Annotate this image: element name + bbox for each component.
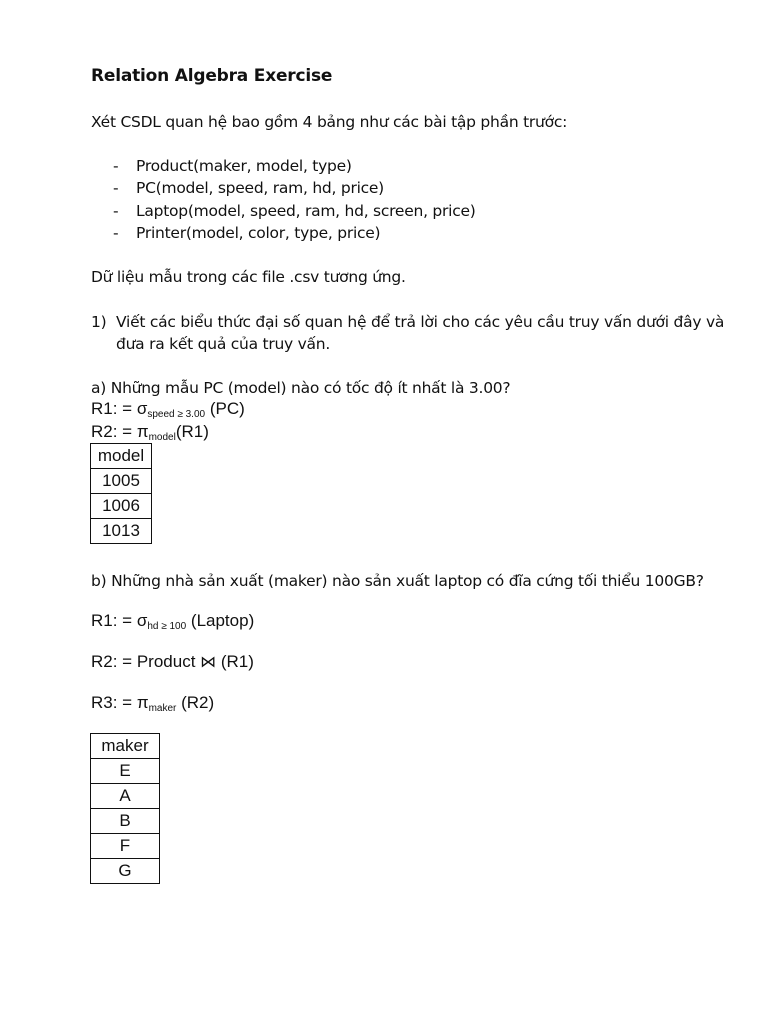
table-row: [91, 784, 160, 809]
part-b-r1-expression: [91, 610, 254, 632]
table-row: [91, 809, 160, 834]
expr-rhs: (PC): [205, 399, 245, 418]
document-title: Relation Algebra Exercise: [91, 66, 333, 86]
table-cell: 1005: [91, 469, 152, 494]
expr-subscript: hd ≥ 100: [147, 621, 187, 632]
list-item: PC(model, speed, ram, hd, price): [136, 179, 384, 197]
table-cell: B: [91, 809, 160, 834]
expr-lhs: R1: = σ: [91, 611, 148, 630]
part-a-r1-expression: [91, 398, 245, 420]
expr-subscript: speed ≥ 3.00: [147, 409, 206, 420]
question-text-line1: Viết các biểu thức đại số quan hệ để trả lời cho các yêu cầu truy vấn dưới đây và: [116, 313, 725, 331]
expr-lhs: R1: = σ: [91, 399, 148, 418]
list-item: Product(maker, model, type): [136, 157, 352, 175]
part-b-r2-expression: [91, 651, 254, 673]
table-cell: F: [91, 834, 160, 859]
data-note: Dữ liệu mẫu trong các file .csv tương ứng.: [91, 268, 406, 286]
expr-rhs: (R1): [175, 422, 209, 441]
table-cell: A: [91, 784, 160, 809]
list-item: Printer(model, color, type, price): [136, 224, 381, 242]
part-a-question: a) Những mẫu PC (model) nào có tốc độ ít nhất là 3.00?: [91, 379, 511, 397]
intro-text: Xét CSDL quan hệ bao gồm 4 bảng như các bài tập phần trước:: [91, 113, 568, 131]
expr-rhs: (R2): [176, 693, 215, 712]
expr-rhs: (R1): [216, 652, 254, 671]
expr-subscript: model: [148, 432, 176, 443]
list-bullet: -: [113, 157, 119, 175]
table-row: [91, 519, 152, 544]
expr-subscript: maker: [148, 703, 177, 714]
table-cell: G: [91, 859, 160, 884]
table-cell: 1013: [91, 519, 152, 544]
expr-lhs: R3: = π: [91, 693, 149, 712]
expr-rhs: (Laptop): [186, 611, 255, 630]
part-b-result-table: [90, 733, 160, 884]
natural-join-symbol: ⋈: [200, 652, 217, 671]
part-a-result-table: [90, 443, 152, 544]
list-bullet: -: [113, 202, 119, 220]
part-b-r3-expression: [91, 692, 214, 714]
table-cell: E: [91, 759, 160, 784]
table-cell: 1006: [91, 494, 152, 519]
part-a-r2-expression: [91, 421, 209, 443]
list-bullet: -: [113, 224, 119, 242]
expr-lhs: R2: = π: [91, 422, 149, 441]
expr-lhs: R2: = Product: [91, 652, 201, 671]
table-row: [91, 759, 160, 784]
table-row: [91, 494, 152, 519]
list-bullet: -: [113, 179, 119, 197]
part-b-question: b) Những nhà sản xuất (maker) nào sản xuất laptop có đĩa cứng tối thiểu 100GB?: [91, 572, 704, 590]
table-header-cell: model: [91, 444, 152, 469]
table-row: [91, 859, 160, 884]
table-row: [91, 834, 160, 859]
question-number: 1): [91, 313, 107, 331]
table-row: [91, 469, 152, 494]
table-header-row: [91, 444, 152, 469]
list-item: Laptop(model, speed, ram, hd, screen, price): [136, 202, 476, 220]
question-text-line2: đưa ra kết quả của truy vấn.: [116, 335, 331, 353]
table-header-row: [91, 734, 160, 759]
table-header-cell: maker: [91, 734, 160, 759]
